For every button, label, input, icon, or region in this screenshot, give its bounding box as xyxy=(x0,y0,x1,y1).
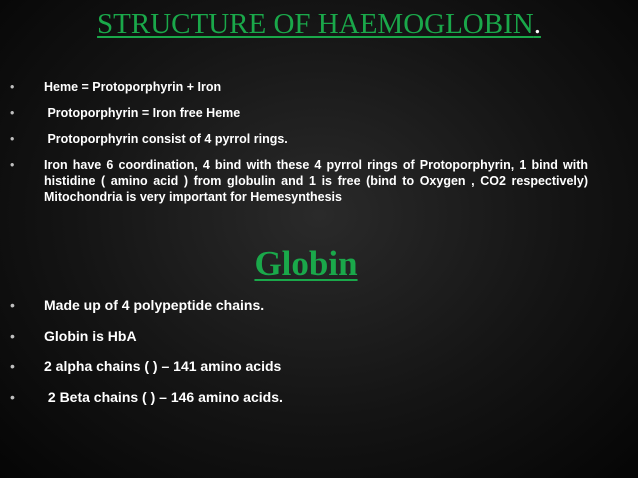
slide-title xyxy=(0,6,638,42)
bullet-item xyxy=(10,357,610,375)
bullet-text: Protoporphyrin = Iron free Heme xyxy=(44,106,241,120)
bullet-text: Iron have 6 coordination, 4 bind with these 4 pyrrol rings of Protoporphyrin, 1 bind with histidine ( amino acid ) from globulin and 1 is free (bind to Oxygen , CO2 respectively) Mitochondria is very important for Hemesynthesis xyxy=(44,158,588,204)
bullet-dot-icon: • xyxy=(10,106,15,120)
bullet-item xyxy=(10,79,610,95)
bullet-dot-icon: • xyxy=(10,327,15,344)
bullet-dot-icon: • xyxy=(10,80,15,94)
bullet-text: Made up of 4 polypeptide chains. xyxy=(44,297,265,313)
globin-bullet-list xyxy=(10,296,610,418)
bullet-item xyxy=(10,131,610,147)
title-text: STRUCTURE OF HAEMOGLOBIN xyxy=(97,8,534,40)
bullet-dot-icon: • xyxy=(10,358,15,374)
bullet-item xyxy=(10,388,610,406)
bullet-text: Globin is HbA xyxy=(44,327,137,344)
title-suffix: . xyxy=(533,8,541,40)
bullet-item xyxy=(10,296,610,314)
bullet-dot-icon: • xyxy=(10,158,15,172)
bullet-dot-icon: • xyxy=(10,388,15,405)
bullet-text: 2 alpha chains ( ) – 141 amino acids xyxy=(44,358,282,374)
bullet-dot-icon: • xyxy=(10,132,15,146)
bullet-item xyxy=(10,105,610,121)
bullet-item xyxy=(10,327,610,345)
bullet-dot-icon: • xyxy=(10,297,15,313)
bullet-text: Protoporphyrin consist of 4 pyrrol rings. xyxy=(44,132,288,146)
heme-bullet-list xyxy=(10,79,610,215)
section-heading-globin: Globin xyxy=(254,244,358,283)
bullet-item xyxy=(10,157,610,205)
bullet-text: 2 Beta chains ( ) – 146 amino acids. xyxy=(44,388,283,405)
bullet-text: Heme = Protoporphyrin + Iron xyxy=(44,80,222,94)
